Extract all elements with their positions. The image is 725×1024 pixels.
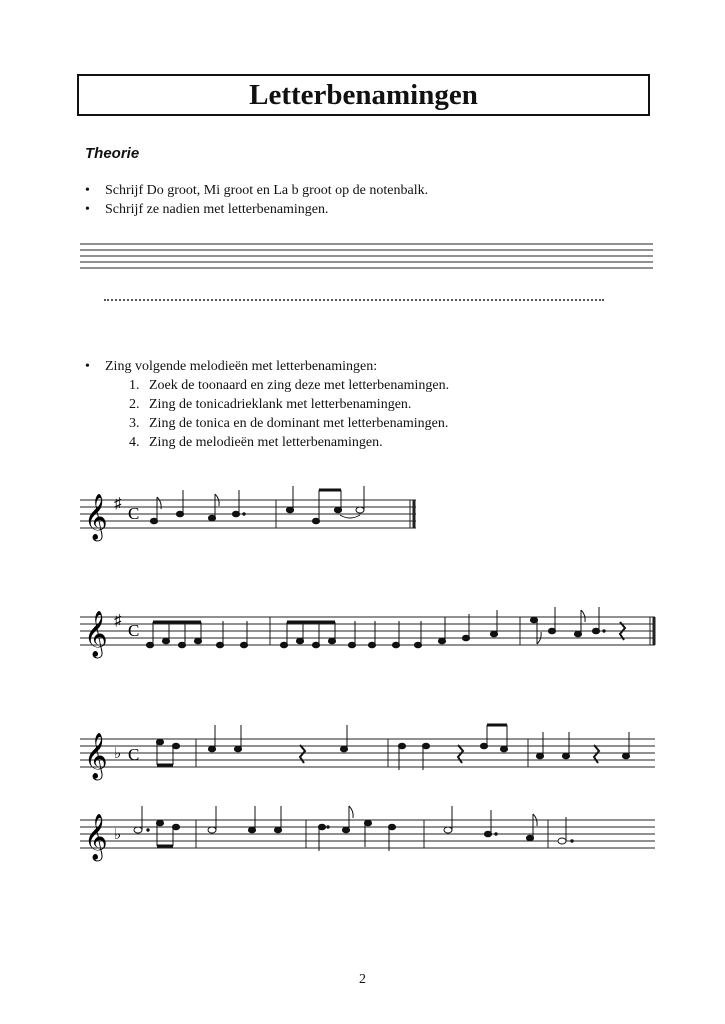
- treble-clef-icon: 𝄞: [84, 814, 108, 859]
- step-number: 2.: [129, 397, 140, 412]
- common-time-icon: C: [128, 504, 140, 523]
- page-title: Letterbenamingen: [249, 79, 478, 111]
- step-text: Zoek de toonaard en zing deze met letterbenamingen.: [149, 378, 450, 393]
- treble-clef-icon: 𝄞: [84, 494, 108, 539]
- sharp-icon: ♯: [114, 496, 122, 512]
- empty-staff: [80, 244, 653, 268]
- melody-staff-3: [80, 725, 655, 781]
- common-time-icon: C: [128, 745, 140, 764]
- melody-staff-4: [80, 806, 655, 862]
- step-number: 3.: [129, 416, 140, 431]
- step-text: Zing de melodieën met letterbenamingen.: [149, 435, 383, 450]
- flat-icon: ♭: [114, 827, 122, 843]
- step-text: Zing de tonica en de dominant met letterbenamingen.: [149, 416, 449, 431]
- sharp-icon: ♯: [114, 613, 122, 629]
- notes: [156, 725, 629, 770]
- melody-staff-1: [80, 486, 416, 542]
- treble-clef-icon: 𝄞: [84, 611, 108, 656]
- list-item: • Schrijf ze nadien met letterbenamingen.: [85, 200, 428, 219]
- sing-intro: Zing volgende melodieën met letterbenamingen:: [105, 359, 378, 374]
- notes: [150, 486, 364, 524]
- page-number: 2: [359, 972, 366, 987]
- notes: [134, 806, 573, 851]
- step-number: 4.: [129, 435, 140, 450]
- melody-staff-2: [80, 607, 655, 659]
- step-number: 1.: [129, 378, 140, 393]
- list-item: • Schrijf Do groot, Mi groot en La b groot op de notenbalk.: [85, 181, 428, 200]
- notes: [146, 607, 625, 648]
- section-heading: Theorie: [85, 145, 140, 162]
- treble-clef-icon: 𝄞: [84, 733, 108, 778]
- step-text: Zing de tonicadrieklank met letterbenamingen.: [149, 397, 412, 412]
- flat-icon: ♭: [114, 746, 122, 762]
- common-time-icon: C: [128, 621, 140, 640]
